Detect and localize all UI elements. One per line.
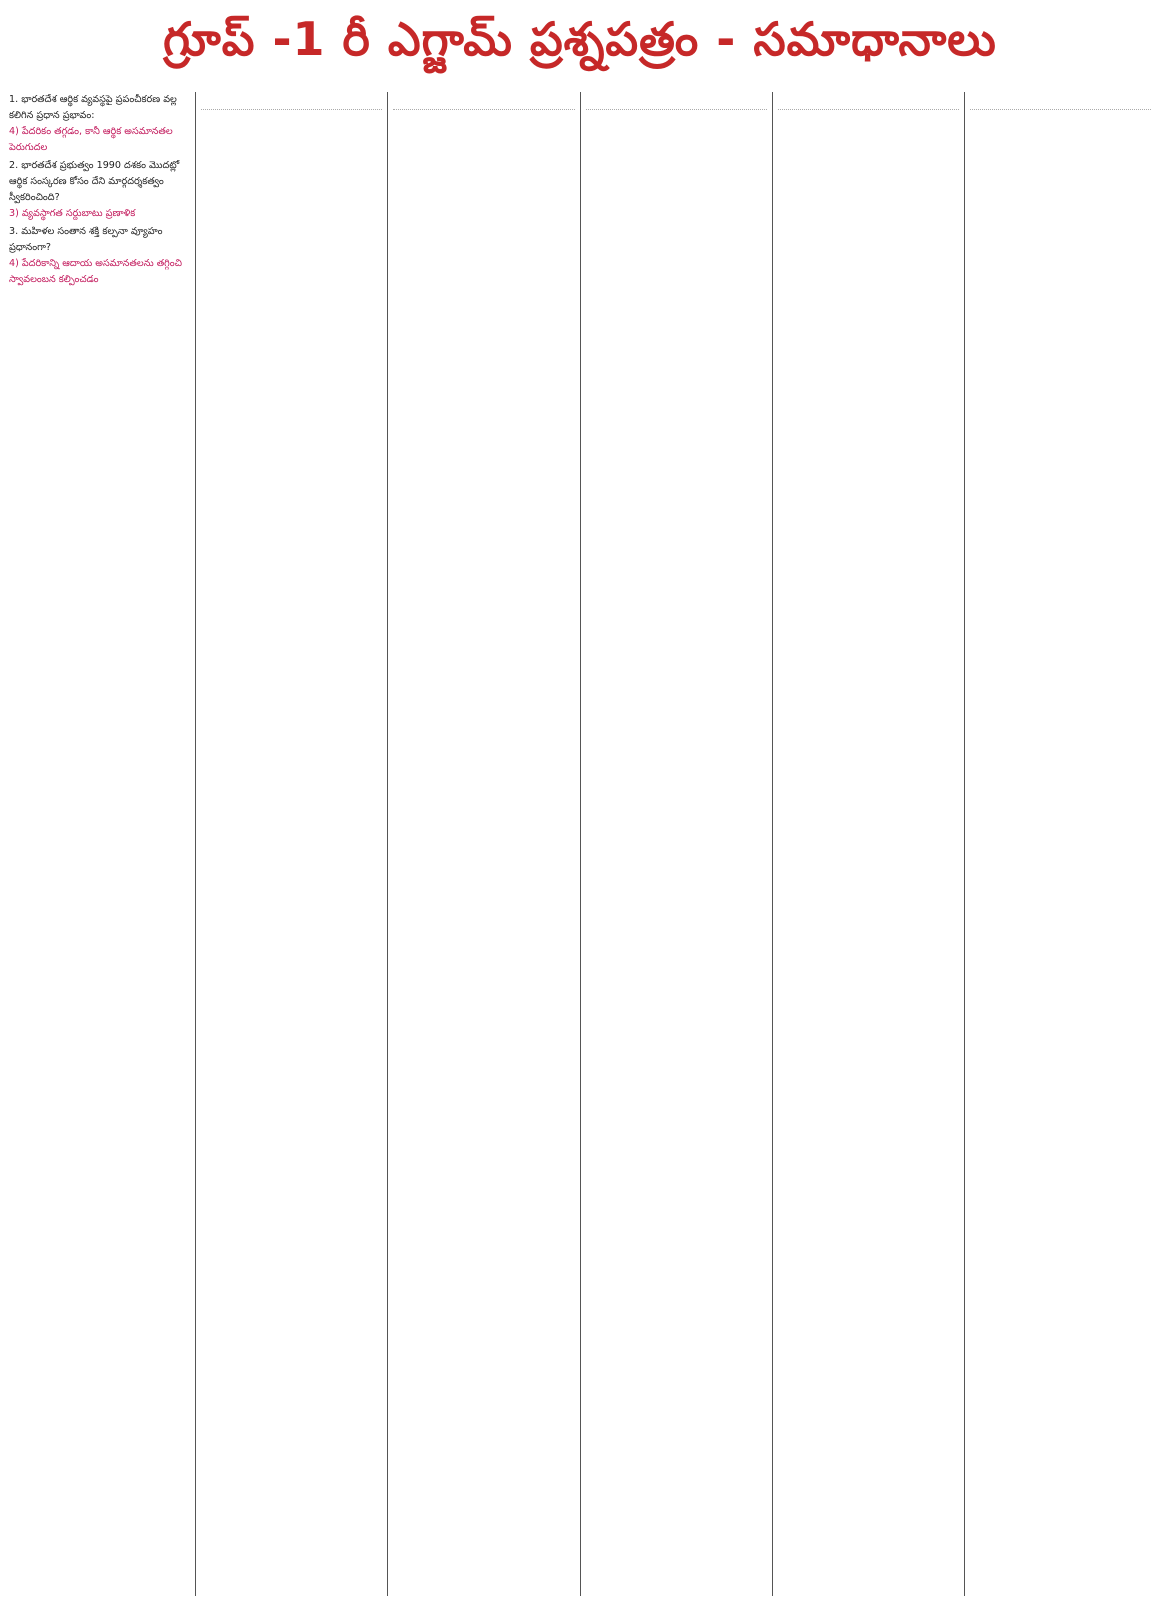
page-title: గ్రూప్ -1 రీ ఎగ్జామ్ ప్రశ్నపత్రం - సమాధానాలు bbox=[163, 12, 997, 66]
column-5 bbox=[772, 92, 964, 1596]
placeholder-line bbox=[201, 95, 382, 110]
question-item bbox=[9, 92, 190, 156]
column-1 bbox=[4, 92, 195, 1596]
question-item bbox=[9, 158, 190, 222]
placeholder-line bbox=[393, 95, 574, 110]
column-6 bbox=[964, 92, 1156, 1596]
question-text: 2. భారతదేశ ప్రభుత్వం 1990 దశకం మొదట్లో ఆర్థిక సంస్కరణ కోసం దేని మార్గదర్శకత్వం స్వీకరించింది? bbox=[9, 160, 180, 203]
placeholder-line bbox=[970, 95, 1151, 110]
placeholder-line bbox=[586, 95, 767, 110]
column-4 bbox=[580, 92, 772, 1596]
column-3 bbox=[387, 92, 579, 1596]
column-2 bbox=[195, 92, 387, 1596]
question-item bbox=[9, 224, 190, 288]
question-text: 1. భారతదేశ ఆర్థిక వ్యవస్థపై ప్రపంచీకరణ వల్ల కలిగిన ప్రధాన ప్రభావం: bbox=[9, 94, 177, 121]
question-answer: 4) పేదరికాన్ని ఆదాయ అసమానతలను తగ్గించి స్వావలంబన కల్పించడం bbox=[9, 258, 182, 285]
question-text: 3. మహిళల సంతాన శక్తి కల్పనా వ్యూహం ప్రధానంగా? bbox=[9, 226, 163, 253]
question-answer: 4) పేదరికం తగ్గడం, కానీ ఆర్థిక అసమానతల పెరుగుదల bbox=[9, 126, 173, 153]
questions-columns bbox=[4, 92, 1156, 1596]
question-answer: 3) వ్యవస్థాగత సర్దుబాటు ప్రణాళిక bbox=[9, 208, 136, 219]
placeholder-line bbox=[778, 95, 959, 110]
